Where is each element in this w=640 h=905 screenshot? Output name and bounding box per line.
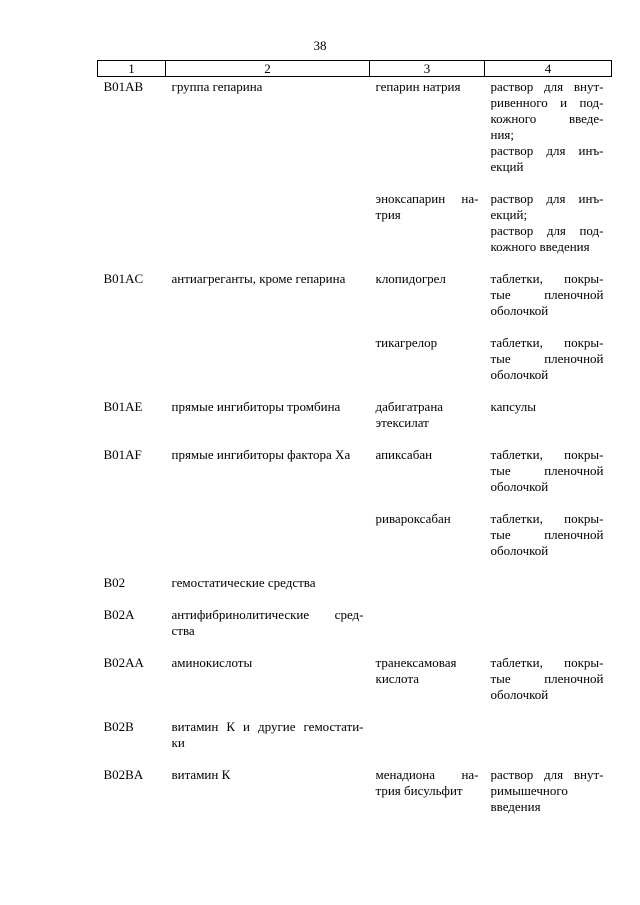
dosage-form-line: капсулы	[490, 399, 536, 414]
atc-code-cell	[98, 717, 166, 765]
pharmacological-group-cell	[166, 717, 370, 765]
dosage-form-line: тые пленочной	[490, 351, 604, 366]
dosage-form-line: оболочкой	[490, 303, 549, 318]
drug-name-line: трия	[375, 207, 401, 222]
atc-code-text: B01AF	[103, 447, 142, 462]
dosage-form-line: введения	[490, 799, 541, 814]
header-col-2: 2	[166, 61, 370, 77]
table-row	[98, 605, 612, 653]
pharmacological-group-cell	[166, 397, 370, 445]
dosage-form-line: тые пленочной	[490, 671, 604, 686]
atc-code-cell	[98, 397, 166, 445]
header-col-3: 3	[370, 61, 485, 77]
pharmacological-group-line: ства	[171, 623, 195, 638]
drug-name-cell	[370, 509, 485, 573]
atc-code-text: B02	[103, 575, 126, 590]
pharmacological-group-cell	[166, 269, 370, 333]
pharmacological-group-cell	[166, 653, 370, 717]
drug-name-cell	[370, 765, 485, 829]
drug-table	[97, 60, 612, 829]
dosage-form-line: таблетки, покры-	[490, 447, 604, 462]
dosage-form-cell	[485, 445, 612, 509]
table-row	[98, 509, 612, 573]
table-row	[98, 269, 612, 333]
table-body	[98, 77, 612, 830]
header-col-1: 1	[98, 61, 166, 77]
dosage-form-cell	[485, 765, 612, 829]
dosage-form-cell	[485, 269, 612, 333]
atc-code-cell	[98, 605, 166, 653]
dosage-form-line: раствор для инъ-	[490, 191, 604, 206]
dosage-form-cell	[485, 573, 612, 605]
atc-code-cell	[98, 445, 166, 509]
dosage-form-line: оболочкой	[490, 479, 549, 494]
table-header	[98, 61, 612, 77]
atc-code-cell	[98, 333, 166, 397]
pharmacological-group-line: антиагреганты, кроме гепарина	[171, 271, 346, 286]
dosage-form-line: таблетки, покры-	[490, 335, 604, 350]
dosage-form-line: римышечного	[490, 783, 568, 798]
pharmacological-group-line: витамин К и другие гемостати-	[171, 719, 364, 734]
atc-code-text: B01AE	[103, 399, 143, 414]
dosage-form-line: екций	[490, 159, 524, 174]
drug-name-line: ривароксабан	[375, 511, 451, 526]
dosage-form-line: таблетки, покры-	[490, 271, 604, 286]
drug-name-cell	[370, 605, 485, 653]
atc-code-text: B02BA	[103, 767, 144, 782]
drug-name-line: тикагрелор	[375, 335, 438, 350]
atc-code-cell	[98, 765, 166, 829]
drug-name-line: гепарин натрия	[375, 79, 461, 94]
dosage-form-line: ния;	[490, 127, 515, 142]
pharmacological-group-line: группа гепарина	[171, 79, 263, 94]
drug-name-line: этексилат	[375, 415, 429, 430]
pharmacological-group-cell	[166, 573, 370, 605]
drug-name-line: менадиона на-	[375, 767, 479, 782]
atc-code-text: B02A	[103, 607, 135, 622]
pharmacological-group-line: прямые ингибиторы фактора Xa	[171, 447, 351, 462]
dosage-form-cell	[485, 717, 612, 765]
dosage-form-line: раствор для под-	[490, 223, 604, 238]
drug-name-cell	[370, 717, 485, 765]
atc-code-text: B01AC	[103, 271, 144, 286]
pharmacological-group-line: гемостатические средства	[171, 575, 316, 590]
dosage-form-line: ривенного и под-	[490, 95, 604, 110]
dosage-form-line: таблетки, покры-	[490, 511, 604, 526]
pharmacological-group-cell	[166, 765, 370, 829]
pharmacological-group-line: антифибринолитические сред-	[171, 607, 364, 622]
atc-code-cell	[98, 509, 166, 573]
table-row	[98, 445, 612, 509]
dosage-form-line: раствор для внут-	[490, 79, 604, 94]
dosage-form-line: тые пленочной	[490, 527, 604, 542]
drug-name-cell	[370, 397, 485, 445]
drug-name-cell	[370, 333, 485, 397]
drug-name-cell	[370, 77, 485, 190]
table-row	[98, 397, 612, 445]
dosage-form-cell	[485, 189, 612, 269]
pharmacological-group-cell	[166, 189, 370, 269]
header-row	[98, 61, 612, 77]
atc-code-cell	[98, 269, 166, 333]
drug-name-line: эноксапарин на-	[375, 191, 479, 206]
drug-name-cell	[370, 445, 485, 509]
atc-code-text: B02AA	[103, 655, 144, 670]
drug-name-line: дабигатрана	[375, 399, 444, 414]
dosage-form-line: раствор для внут-	[490, 767, 604, 782]
header-col-4: 4	[485, 61, 612, 77]
dosage-form-line: раствор для инъ-	[490, 143, 604, 158]
pharmacological-group-cell	[166, 605, 370, 653]
dosage-form-line: оболочкой	[490, 367, 549, 382]
table-row	[98, 653, 612, 717]
pharmacological-group-line: ки	[171, 735, 185, 750]
dosage-form-line: таблетки, покры-	[490, 655, 604, 670]
drug-name-cell	[370, 189, 485, 269]
pharmacological-group-line: витамин К	[171, 767, 231, 782]
atc-code-cell	[98, 573, 166, 605]
dosage-form-cell	[485, 605, 612, 653]
table-row	[98, 189, 612, 269]
atc-code-cell	[98, 77, 166, 190]
table-row	[98, 717, 612, 765]
table-row	[98, 333, 612, 397]
dosage-form-cell	[485, 333, 612, 397]
dosage-form-line: екций;	[490, 207, 528, 222]
atc-code-cell	[98, 653, 166, 717]
table-row	[98, 765, 612, 829]
dosage-form-cell	[485, 653, 612, 717]
dosage-form-line: кожного введе-	[490, 111, 604, 126]
dosage-form-line: кожного введения	[490, 239, 590, 254]
page-number: 38	[313, 38, 327, 53]
drug-name-cell	[370, 573, 485, 605]
drug-name-line: кислота	[375, 671, 419, 686]
pharmacological-group-cell	[166, 77, 370, 190]
pharmacological-group-cell	[166, 445, 370, 509]
drug-name-line: транексамовая	[375, 655, 457, 670]
drug-name-cell	[370, 653, 485, 717]
dosage-form-line: оболочкой	[490, 543, 549, 558]
atc-code-cell	[98, 189, 166, 269]
pharmacological-group-line: прямые ингибиторы тромбина	[171, 399, 341, 414]
drug-name-line: трия бисульфит	[375, 783, 463, 798]
pharmacological-group-cell	[166, 333, 370, 397]
atc-code-text: B01AB	[103, 79, 144, 94]
dosage-form-cell	[485, 77, 612, 190]
pharmacological-group-cell	[166, 509, 370, 573]
dosage-form-line: тые пленочной	[490, 287, 604, 302]
atc-code-text: B02B	[103, 719, 134, 734]
dosage-form-cell	[485, 397, 612, 445]
table-row	[98, 77, 612, 190]
drug-name-cell	[370, 269, 485, 333]
drug-name-line: апиксабан	[375, 447, 433, 462]
drug-name-line: клопидогрел	[375, 271, 446, 286]
table-row	[98, 573, 612, 605]
dosage-form-line: тые пленочной	[490, 463, 604, 478]
pharmacological-group-line: аминокислоты	[171, 655, 253, 670]
dosage-form-cell	[485, 509, 612, 573]
dosage-form-line: оболочкой	[490, 687, 549, 702]
